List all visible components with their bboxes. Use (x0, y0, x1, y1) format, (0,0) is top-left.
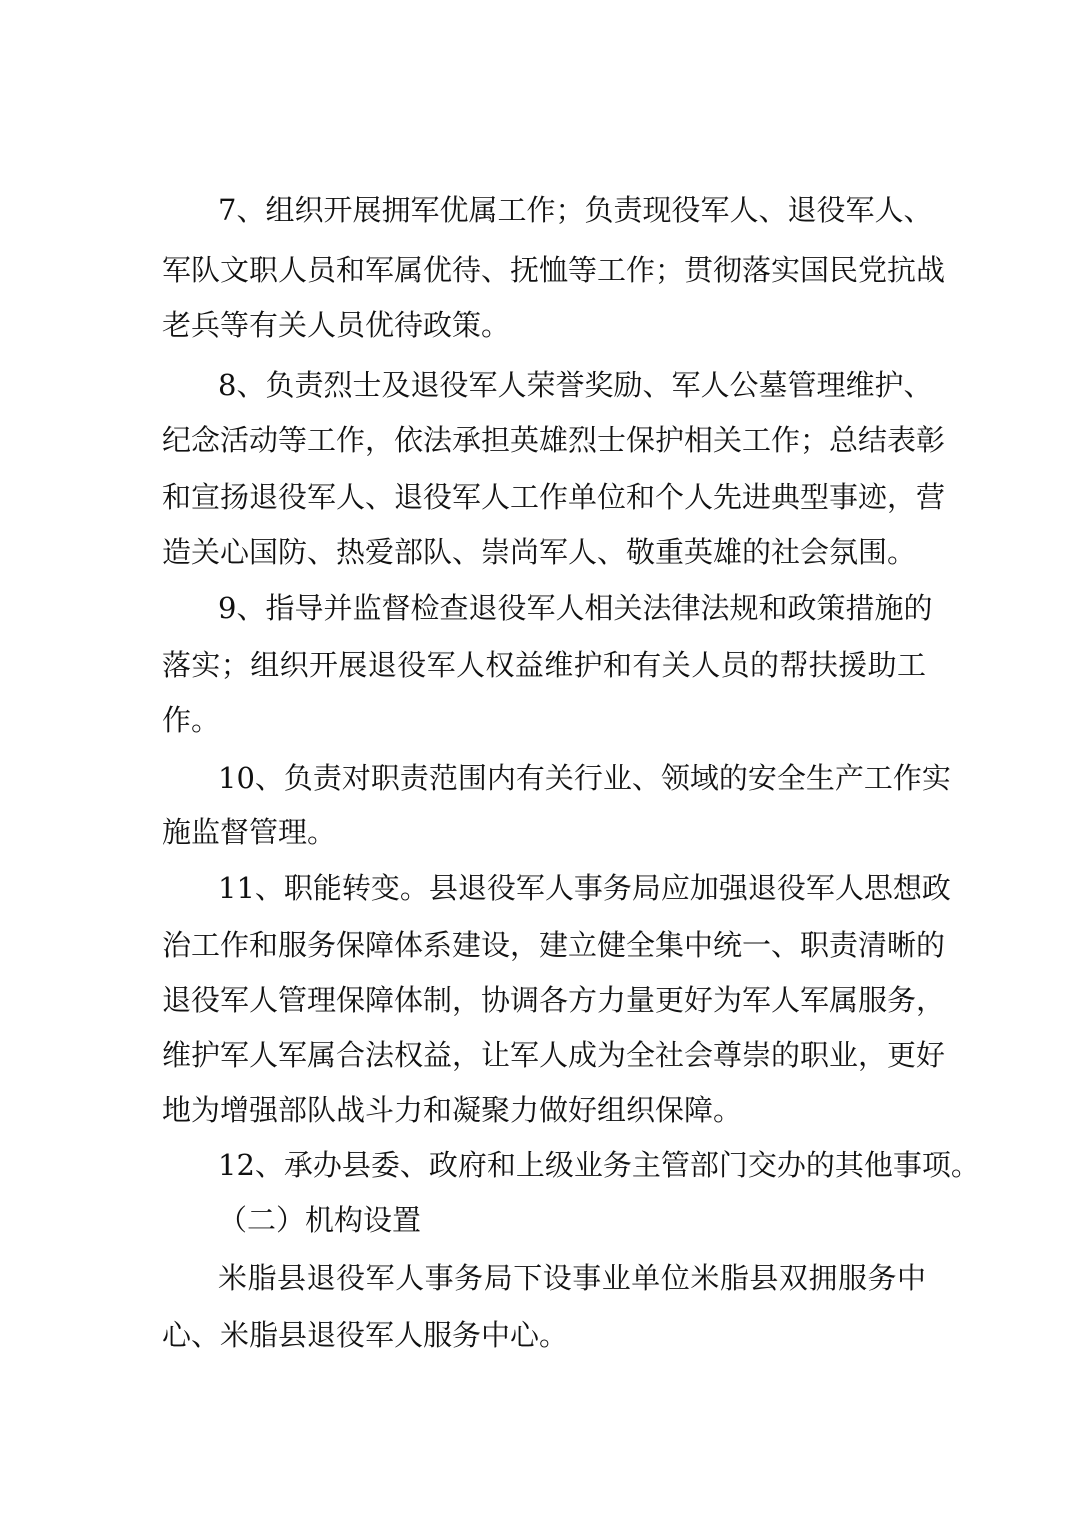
text-line: 和宣扬退役军人、退役军人工作单位和个人先进典型事迹，营 (162, 480, 946, 514)
text-line: 军队文职人员和军属优待、抚恤等工作；贯彻落实国民党抗战 (162, 253, 946, 287)
text-line: 治工作和服务保障体系建设，建立健全集中统一、职责清晰的 (162, 928, 946, 962)
text-line: 纪念活动等工作，依法承担英雄烈士保护相关工作；总结表彰 (162, 423, 946, 457)
text-line: 8、负责烈士及退役军人荣誉奖励、军人公墓管理维护、 (218, 368, 933, 402)
text-line: 7、组织开展拥军优属工作；负责现役军人、退役军人、 (218, 193, 933, 227)
text-line: 施监督管理。 (162, 815, 337, 849)
section-heading: （二）机构设置 (218, 1203, 422, 1237)
text-line: 心、米脂县退役军人服务中心。 (162, 1318, 569, 1352)
text-line: 11、职能转变。县退役军人事务局应加强退役军人思想政 (218, 871, 951, 905)
text-line: 维护军人军属合法权益，让军人成为全社会尊崇的职业，更好 (162, 1038, 946, 1072)
text-line: 12、承办县委、政府和上级业务主管部门交办的其他事项。 (218, 1148, 980, 1182)
text-line: 9、指导并监督检查退役军人相关法律法规和政策措施的 (218, 591, 933, 625)
text-line: 落实；组织开展退役军人权益维护和有关人员的帮扶援助工 (162, 648, 926, 682)
text-line: 老兵等有关人员优待政策。 (162, 308, 511, 342)
text-line: 10、负责对职责范围内有关行业、领域的安全生产工作实 (218, 761, 951, 795)
text-line: 造关心国防、热爱部队、崇尚军人、敬重英雄的社会氛围。 (162, 535, 917, 569)
text-line: 米脂县退役军人事务局下设事业单位米脂县双拥服务中 (218, 1261, 926, 1295)
text-line: 作。 (162, 703, 221, 737)
text-line: 地为增强部队战斗力和凝聚力做好组织保障。 (162, 1093, 743, 1127)
text-line: 退役军人管理保障体制，协调各方力量更好为军人军属服务， (162, 983, 946, 1017)
